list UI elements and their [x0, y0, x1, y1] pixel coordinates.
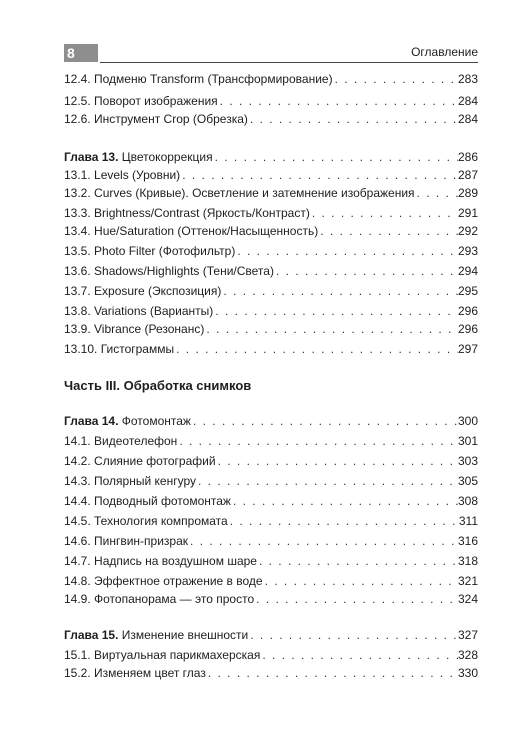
entry-page-number: 296	[457, 304, 478, 318]
entry-title: 14.6. Пингвин-призрак	[64, 534, 189, 548]
toc-entry	[64, 242, 478, 260]
entry-title: 13.6. Shadows/Highlights (Тени/Света)	[64, 264, 274, 278]
entry-label	[64, 110, 248, 128]
toc-entry	[64, 262, 478, 280]
entry-page-number: 324	[457, 592, 478, 606]
entry-page-number: 297	[457, 342, 478, 356]
header-rule	[100, 62, 478, 63]
entry-label	[64, 70, 333, 88]
entry-title: 13.3. Brightness/Contrast (Яркость/Контраст)	[64, 206, 310, 220]
dot-leader	[216, 452, 458, 470]
toc-entry	[64, 166, 478, 184]
entry-label	[64, 626, 248, 644]
dot-leader	[213, 148, 458, 166]
dot-leader	[333, 70, 458, 88]
chapter-number: Глава 13.	[64, 150, 119, 164]
entry-label	[64, 222, 318, 240]
toc-entry	[64, 222, 478, 240]
entry-title: 13.5. Photo Filter (Фотофильтр)	[64, 244, 236, 258]
dot-leader	[174, 340, 458, 358]
entry-page-number: 301	[457, 434, 478, 448]
dot-leader	[248, 626, 458, 644]
dot-leader	[191, 412, 458, 430]
entry-label	[64, 166, 180, 184]
toc-entry	[64, 452, 478, 470]
entry-title: 13.1. Levels (Уровни)	[64, 168, 181, 182]
toc-entry	[64, 432, 478, 450]
entry-title: 14.7. Надпись на воздушном шаре	[64, 554, 257, 568]
entry-title: 13.7. Exposure (Экспозиция)	[64, 284, 222, 298]
entry-title: 13.10. Гистограммы	[64, 342, 175, 356]
entry-label	[64, 204, 310, 222]
dot-leader	[204, 320, 458, 338]
section-title: Оглавление	[411, 45, 478, 59]
entry-page-number: 291	[457, 206, 478, 220]
entry-title: 14.9. Фотопанорама — это просто	[64, 592, 255, 606]
entry-label	[64, 532, 188, 550]
entry-label	[64, 590, 254, 608]
dot-leader	[263, 572, 458, 590]
dot-leader	[274, 262, 458, 280]
entry-label	[64, 282, 221, 300]
toc-chapter-entry	[64, 412, 478, 430]
toc-entry	[64, 320, 478, 338]
toc-entry	[64, 590, 478, 608]
entry-page-number: 303	[457, 454, 478, 468]
page-header	[64, 44, 478, 62]
entry-title: 12.6. Инструмент Crop (Обрезка)	[64, 112, 248, 126]
dot-leader	[221, 282, 458, 300]
entry-label	[64, 664, 206, 682]
entry-page-number: 300	[457, 414, 478, 428]
entry-title: Изменение внешности	[118, 628, 249, 642]
toc-entry	[64, 512, 478, 530]
entry-page-number: 296	[457, 322, 478, 336]
entry-page-number: 328	[457, 648, 478, 662]
entry-page-number: 318	[457, 554, 478, 568]
entry-label	[64, 302, 213, 320]
entry-title: 15.1. Виртуальная парикмахерская	[64, 648, 261, 662]
entry-label	[64, 92, 218, 110]
toc-entry	[64, 572, 478, 590]
dot-leader	[248, 110, 458, 128]
entry-label	[64, 340, 174, 358]
entry-page-number: 316	[457, 534, 478, 548]
page-number: 8	[64, 44, 98, 62]
entry-title: Цветокоррекция	[118, 150, 213, 164]
entry-title: 13.9. Vibrance (Резонанс)	[64, 322, 205, 336]
toc-entry	[64, 472, 478, 490]
entry-label	[64, 432, 177, 450]
entry-title: 14.5. Технология компромата	[64, 514, 228, 528]
entry-page-number: 305	[457, 474, 478, 488]
dot-leader	[415, 184, 458, 202]
dot-leader	[180, 166, 458, 184]
toc-entry	[64, 184, 478, 202]
dot-leader	[188, 532, 458, 550]
entry-page-number: 295	[457, 284, 478, 298]
dot-leader	[310, 204, 458, 222]
entry-label	[64, 184, 415, 202]
part-heading: Часть III. Обработка снимков	[64, 378, 252, 393]
entry-title: 13.4. Hue/Saturation (Оттенок/Насыщенность)	[64, 224, 319, 238]
entry-page-number: 330	[457, 666, 478, 680]
entry-label	[64, 320, 204, 338]
entry-page-number: 327	[457, 628, 478, 642]
dot-leader	[260, 646, 458, 664]
toc-entry	[64, 552, 478, 570]
dot-leader	[254, 590, 458, 608]
entry-label	[64, 472, 196, 490]
entry-page-number: 293	[457, 244, 478, 258]
entry-page-number: 284	[457, 94, 478, 108]
entry-title: Фотомонтаж	[118, 414, 191, 428]
entry-label	[64, 262, 274, 280]
dot-leader	[206, 664, 458, 682]
entry-page-number: 311	[458, 514, 478, 528]
toc-entry	[64, 204, 478, 222]
toc-entry	[64, 664, 478, 682]
chapter-number: Глава 15.	[64, 628, 119, 642]
entry-label	[64, 148, 213, 166]
entry-title: 12.4. Подменю Transform (Трансформирование)	[64, 72, 333, 86]
toc-entry	[64, 282, 478, 300]
entry-title: 13.2. Curves (Кривые). Осветление и затемнение изображения	[64, 186, 415, 200]
entry-title: 14.8. Эффектное отражение в воде	[64, 574, 263, 588]
entry-title: 12.5. Поворот изображения	[64, 94, 218, 108]
dot-leader	[228, 512, 459, 530]
entry-label	[64, 452, 216, 470]
entry-title: 14.3. Полярный кенгуру	[64, 474, 196, 488]
toc-entry	[64, 532, 478, 550]
dot-leader	[235, 242, 458, 260]
entry-page-number: 292	[457, 224, 478, 238]
toc-entry	[64, 70, 478, 88]
dot-leader	[196, 472, 458, 490]
toc-entry	[64, 340, 478, 358]
chapter-number: Глава 14.	[64, 414, 119, 428]
toc-chapter-entry	[64, 626, 478, 644]
entry-label	[64, 512, 228, 530]
dot-leader	[257, 552, 458, 570]
entry-page-number: 283	[457, 72, 478, 86]
entry-label	[64, 492, 231, 510]
entry-title: 15.2. Изменяем цвет глаз	[64, 666, 206, 680]
entry-page-number: 287	[457, 168, 478, 182]
entry-label	[64, 572, 263, 590]
entry-title: 14.2. Слияние фотографий	[64, 454, 216, 468]
entry-page-number: 321	[457, 574, 478, 588]
dot-leader	[318, 222, 458, 240]
entry-page-number: 294	[457, 264, 478, 278]
toc-entry	[64, 492, 478, 510]
entry-page-number: 286	[457, 150, 478, 164]
dot-leader	[231, 492, 458, 510]
entry-label	[64, 646, 260, 664]
entry-title: 14.4. Подводный фотомонтаж	[64, 494, 231, 508]
toc-chapter-entry	[64, 148, 478, 166]
toc-entry	[64, 302, 478, 320]
entry-label	[64, 552, 257, 570]
dot-leader	[213, 302, 458, 320]
entry-title: 14.1. Видеотелефон	[64, 434, 178, 448]
dot-leader	[177, 432, 458, 450]
entry-label	[64, 412, 191, 430]
entry-title: 13.8. Variations (Варианты)	[64, 304, 214, 318]
dot-leader	[218, 92, 458, 110]
entry-page-number: 308	[457, 494, 478, 508]
entry-label	[64, 242, 235, 260]
entry-page-number: 284	[457, 112, 478, 126]
toc-entry	[64, 92, 478, 110]
toc-entry	[64, 110, 478, 128]
toc-entry	[64, 646, 478, 664]
entry-page-number: 289	[457, 186, 478, 200]
